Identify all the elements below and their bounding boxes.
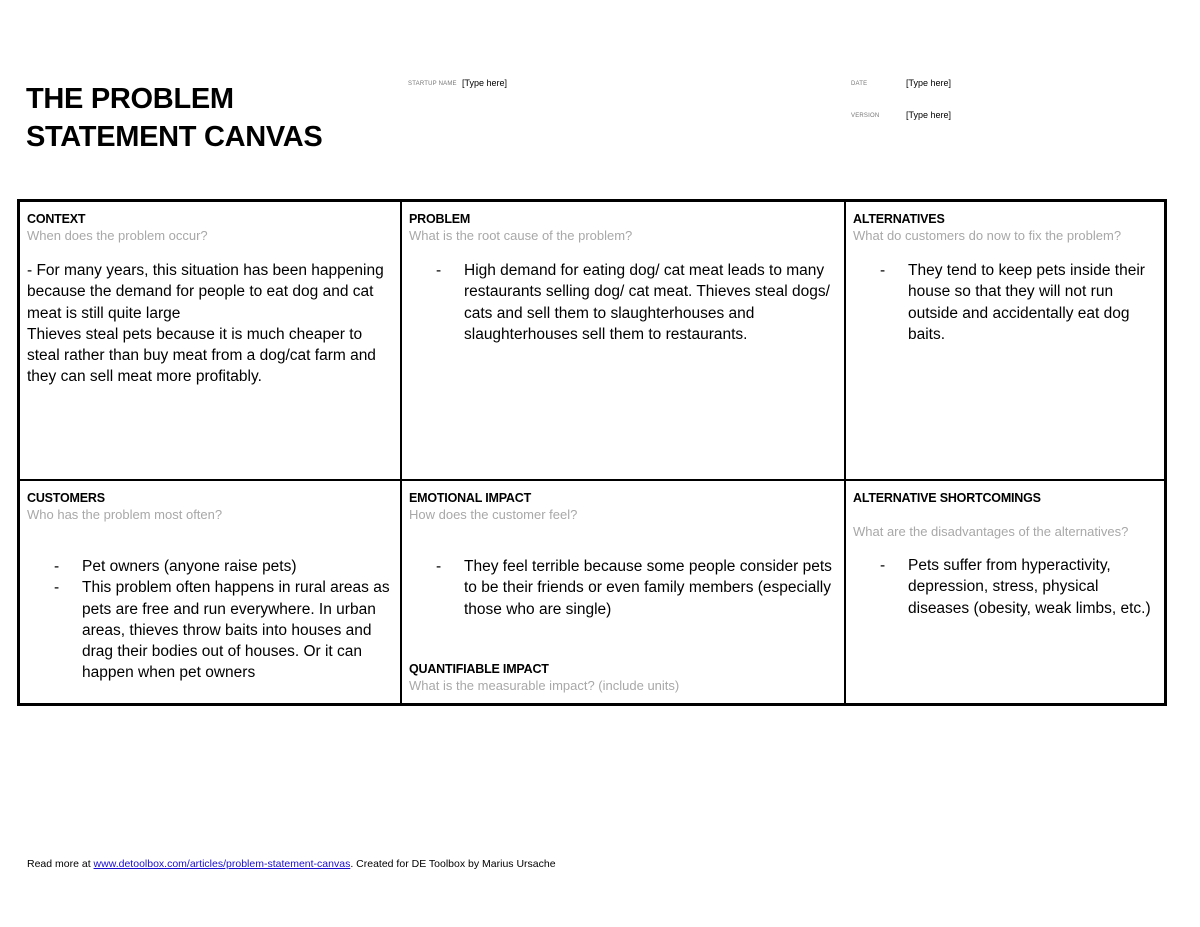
version-field[interactable]: [Type here]	[906, 110, 952, 120]
list-item	[853, 260, 1157, 345]
context-prompt: When does the problem occur?	[27, 228, 208, 243]
customers-prompt: Who has the problem most often?	[27, 507, 223, 522]
problem-cell[interactable]	[402, 202, 846, 481]
alternative-shortcomings-cell[interactable]	[846, 481, 1164, 703]
emotional-impact-heading: EMOTIONAL IMPACT	[409, 491, 532, 505]
version-label: VERSION	[851, 113, 880, 119]
date-field[interactable]: [Type here]	[906, 78, 952, 88]
alternatives-heading: ALTERNATIVES	[853, 212, 945, 226]
footer-credit	[27, 858, 556, 870]
alternative-shortcomings-heading: ALTERNATIVE SHORTCOMINGS	[853, 491, 1041, 505]
problem-statement-canvas	[17, 199, 1167, 706]
alternatives-cell[interactable]	[846, 202, 1164, 481]
footer-prefix: Read more at	[27, 858, 94, 870]
bullet-dash: -	[436, 262, 442, 279]
alternatives-prompt: What do customers do now to fix the problem?	[853, 228, 1122, 243]
startup-name-field[interactable]: [Type here]	[462, 78, 508, 88]
footer-link[interactable]: www.detoolbox.com/articles/problem-statement-canvas	[93, 858, 351, 870]
title-line-1: THE PROBLEM	[26, 83, 234, 115]
context-heading: CONTEXT	[27, 212, 86, 226]
bullet-dash: -	[880, 557, 886, 574]
problem-heading: PROBLEM	[409, 212, 471, 226]
bullet-dash: -	[54, 579, 60, 597]
date-label: DATE	[851, 81, 868, 87]
startup-name-label: STARTUP NAME	[408, 81, 457, 87]
context-cell[interactable]	[20, 202, 402, 481]
customers-item-text: Pet owners (anyone raise pets)	[82, 558, 297, 575]
page-title	[26, 80, 322, 156]
list-item	[409, 260, 837, 345]
alternatives-item-text: They tend to keep pets inside their house so that they will not run outside and accidentally eat dog baits.	[908, 262, 1145, 343]
title-line-2: STATEMENT CANVAS	[26, 121, 323, 153]
context-line: Thieves steal pets because it is much cheaper to steal rather than buy meat from a dog/cat farm and they can sell meat more profitably.	[27, 325, 376, 386]
alternative-shortcomings-item-text: Pets suffer from hyperactivity, depression, stress, physical diseases (obesity, weak limbs, etc.)	[908, 557, 1151, 617]
quantifiable-impact-heading: QUANTIFIABLE IMPACT	[409, 662, 549, 676]
customers-heading: CUSTOMERS	[27, 491, 105, 505]
bullet-dash: -	[436, 558, 442, 575]
emotional-impact-prompt: How does the customer feel?	[409, 507, 578, 522]
list-item	[27, 556, 393, 577]
bullet-dash: -	[54, 558, 60, 575]
customers-item-text: This problem often happens in rural areas as pets are free and run everywhere. In urban areas, thieves throw baits into houses and drag their bodies out of houses. Or it can happen when pet owners	[82, 579, 390, 682]
customers-cell[interactable]	[20, 481, 402, 703]
list-item	[27, 577, 393, 683]
bullet-dash: -	[880, 262, 886, 279]
list-item	[409, 556, 837, 620]
list-item	[853, 555, 1157, 619]
problem-prompt: What is the root cause of the problem?	[409, 228, 633, 243]
footer-suffix: . Created for DE Toolbox by Marius Ursache	[350, 858, 556, 870]
problem-item-text: High demand for eating dog/ cat meat leads to many restaurants selling dog/ cat meat. Thieves steal dogs/ cats and sell them to slaughterhouses and slaughterhouses sell them to restaurants.	[464, 262, 830, 343]
emotional-impact-cell[interactable]	[402, 481, 846, 703]
alternative-shortcomings-prompt: What are the disadvantages of the alternatives?	[853, 524, 1129, 539]
quantifiable-impact-section[interactable]	[409, 661, 679, 694]
context-line: - For many years, this situation has been happening because the demand for people to eat dog and cat meat is still quite large	[27, 262, 384, 322]
emotional-impact-item-text: They feel terrible because some people consider pets to be their friends or even family members (especially those who are single)	[464, 558, 832, 618]
quantifiable-impact-prompt: What is the measurable impact? (include units)	[409, 678, 680, 693]
